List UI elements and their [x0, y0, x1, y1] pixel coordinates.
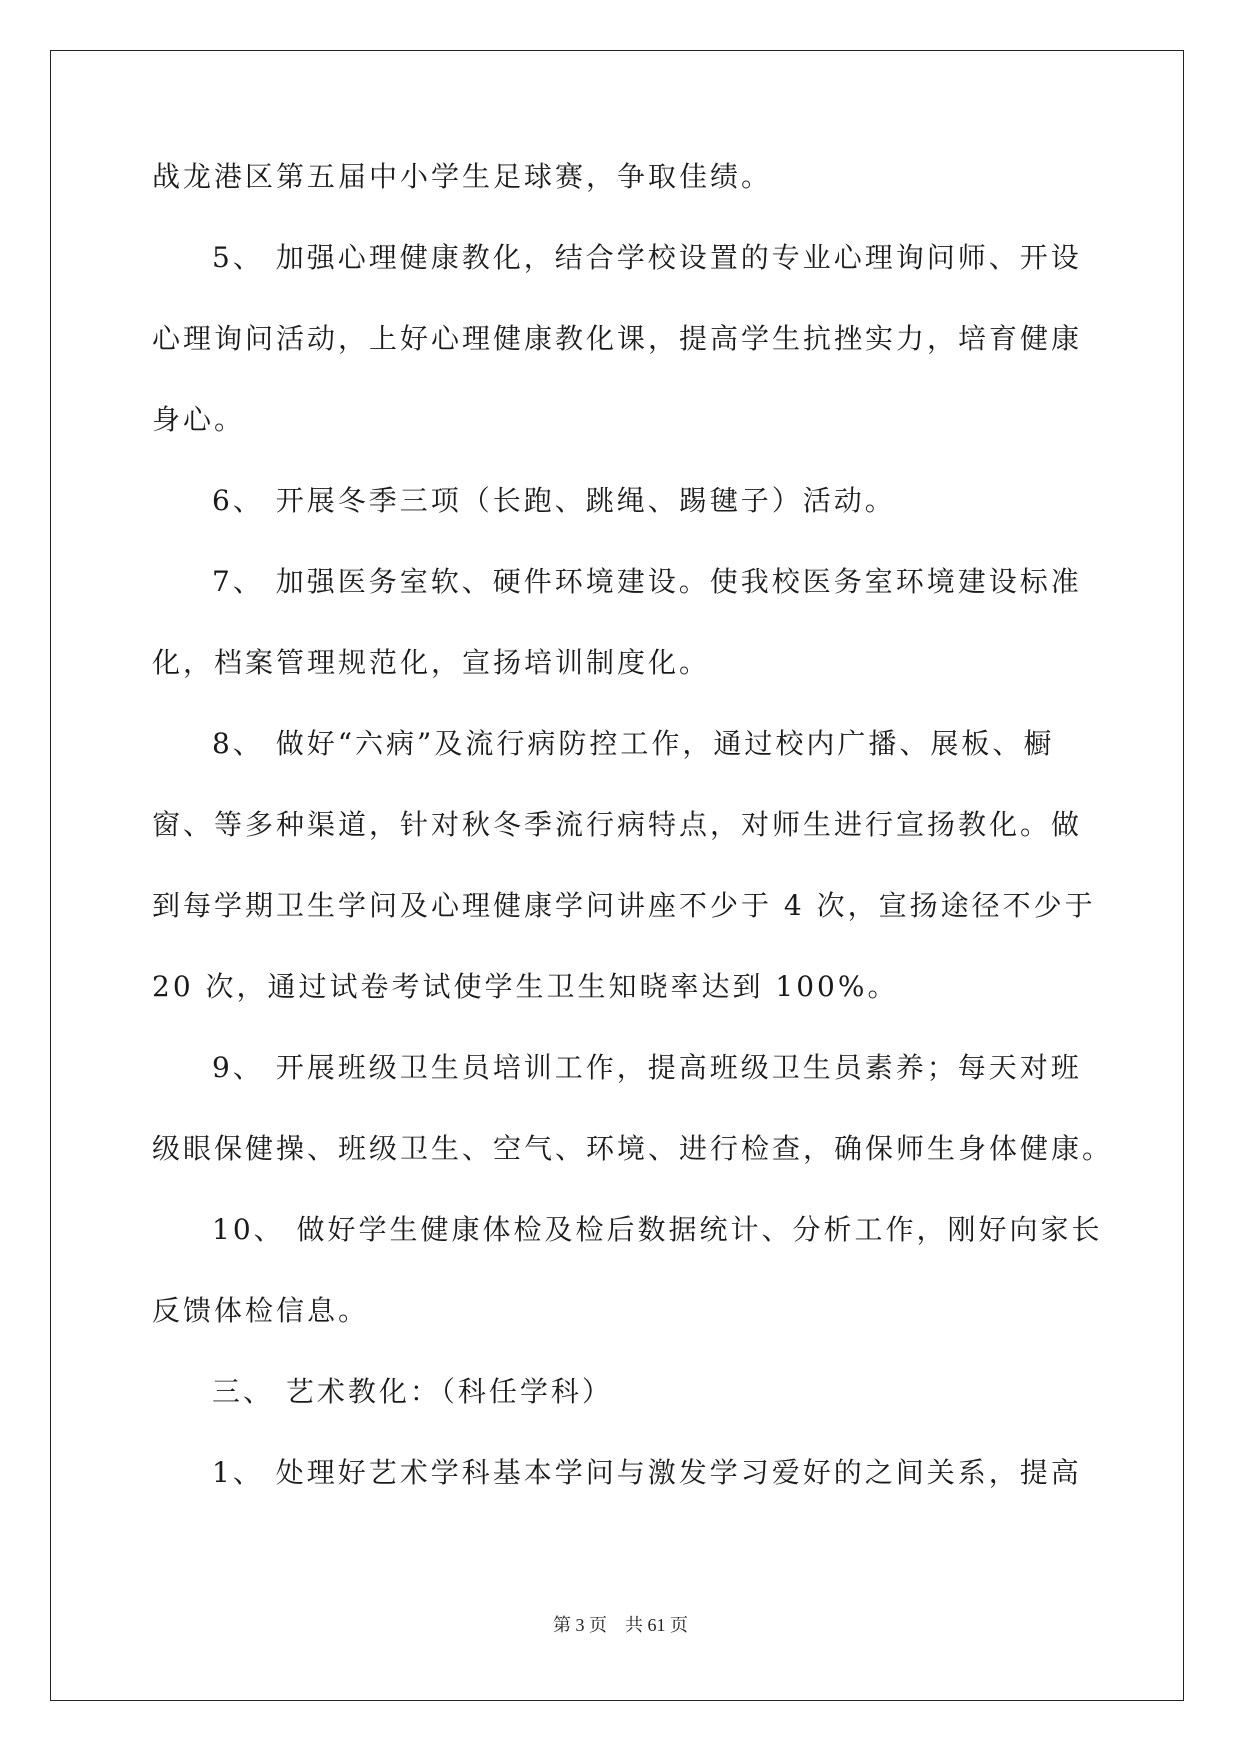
text-line: 7、 加强医务室软、硬件环境建设。使我校医务室环境建设标准	[212, 565, 1082, 598]
text-line: 8、 做好“六病”及流行病防控工作，通过校内广播、展板、橱	[212, 727, 1055, 760]
text-line: 窗、等多种渠道，针对秋冬季流行病特点，对师生进行宣扬教化。做	[152, 808, 1083, 841]
text-line: 心理询问活动，上好心理健康教化课，提高学生抗挫实力，培育健康	[152, 322, 1083, 355]
text-line: 10、 做好学生健康体检及检后数据统计、分析工作，刚好向家长	[212, 1213, 1103, 1246]
text-line: 1、 处理好艺术学科基本学问与激发学习爱好的之间关系，提高	[212, 1456, 1082, 1489]
text-line: 反馈体检信息。	[152, 1294, 370, 1327]
text-line: 战龙港区第五届中小学生足球赛，争取佳绩。	[152, 160, 773, 193]
text-line: 6、 开展冬季三项（长跑、跳绳、踢毽子）活动。	[212, 484, 896, 517]
text-line: 级眼保健操、班级卫生、空气、环境、进行检查，确保师生身体健康。	[152, 1132, 1114, 1165]
text-line: 化，档案管理规范化，宣扬培训制度化。	[152, 646, 711, 679]
text-line: 20 次，通过试卷考试使学生卫生知晓率达到 100%。	[152, 970, 899, 1003]
text-line: 身心。	[152, 403, 246, 436]
page-number-label: 第 3 页 共 61 页	[553, 1615, 688, 1635]
page-footer	[0, 1611, 1241, 1637]
text-line: 三、 艺术教化：（科任学科）	[212, 1375, 613, 1408]
text-line: 到每学期卫生学问及心理健康学问讲座不少于 4 次，宣扬途径不少于	[152, 889, 1096, 922]
text-line: 9、 开展班级卫生员培训工作，提高班级卫生员素养；每天对班	[212, 1051, 1082, 1084]
text-line: 5、 加强心理健康教化，结合学校设置的专业心理询问师、开设	[212, 241, 1082, 274]
document-body	[152, 160, 1114, 1537]
